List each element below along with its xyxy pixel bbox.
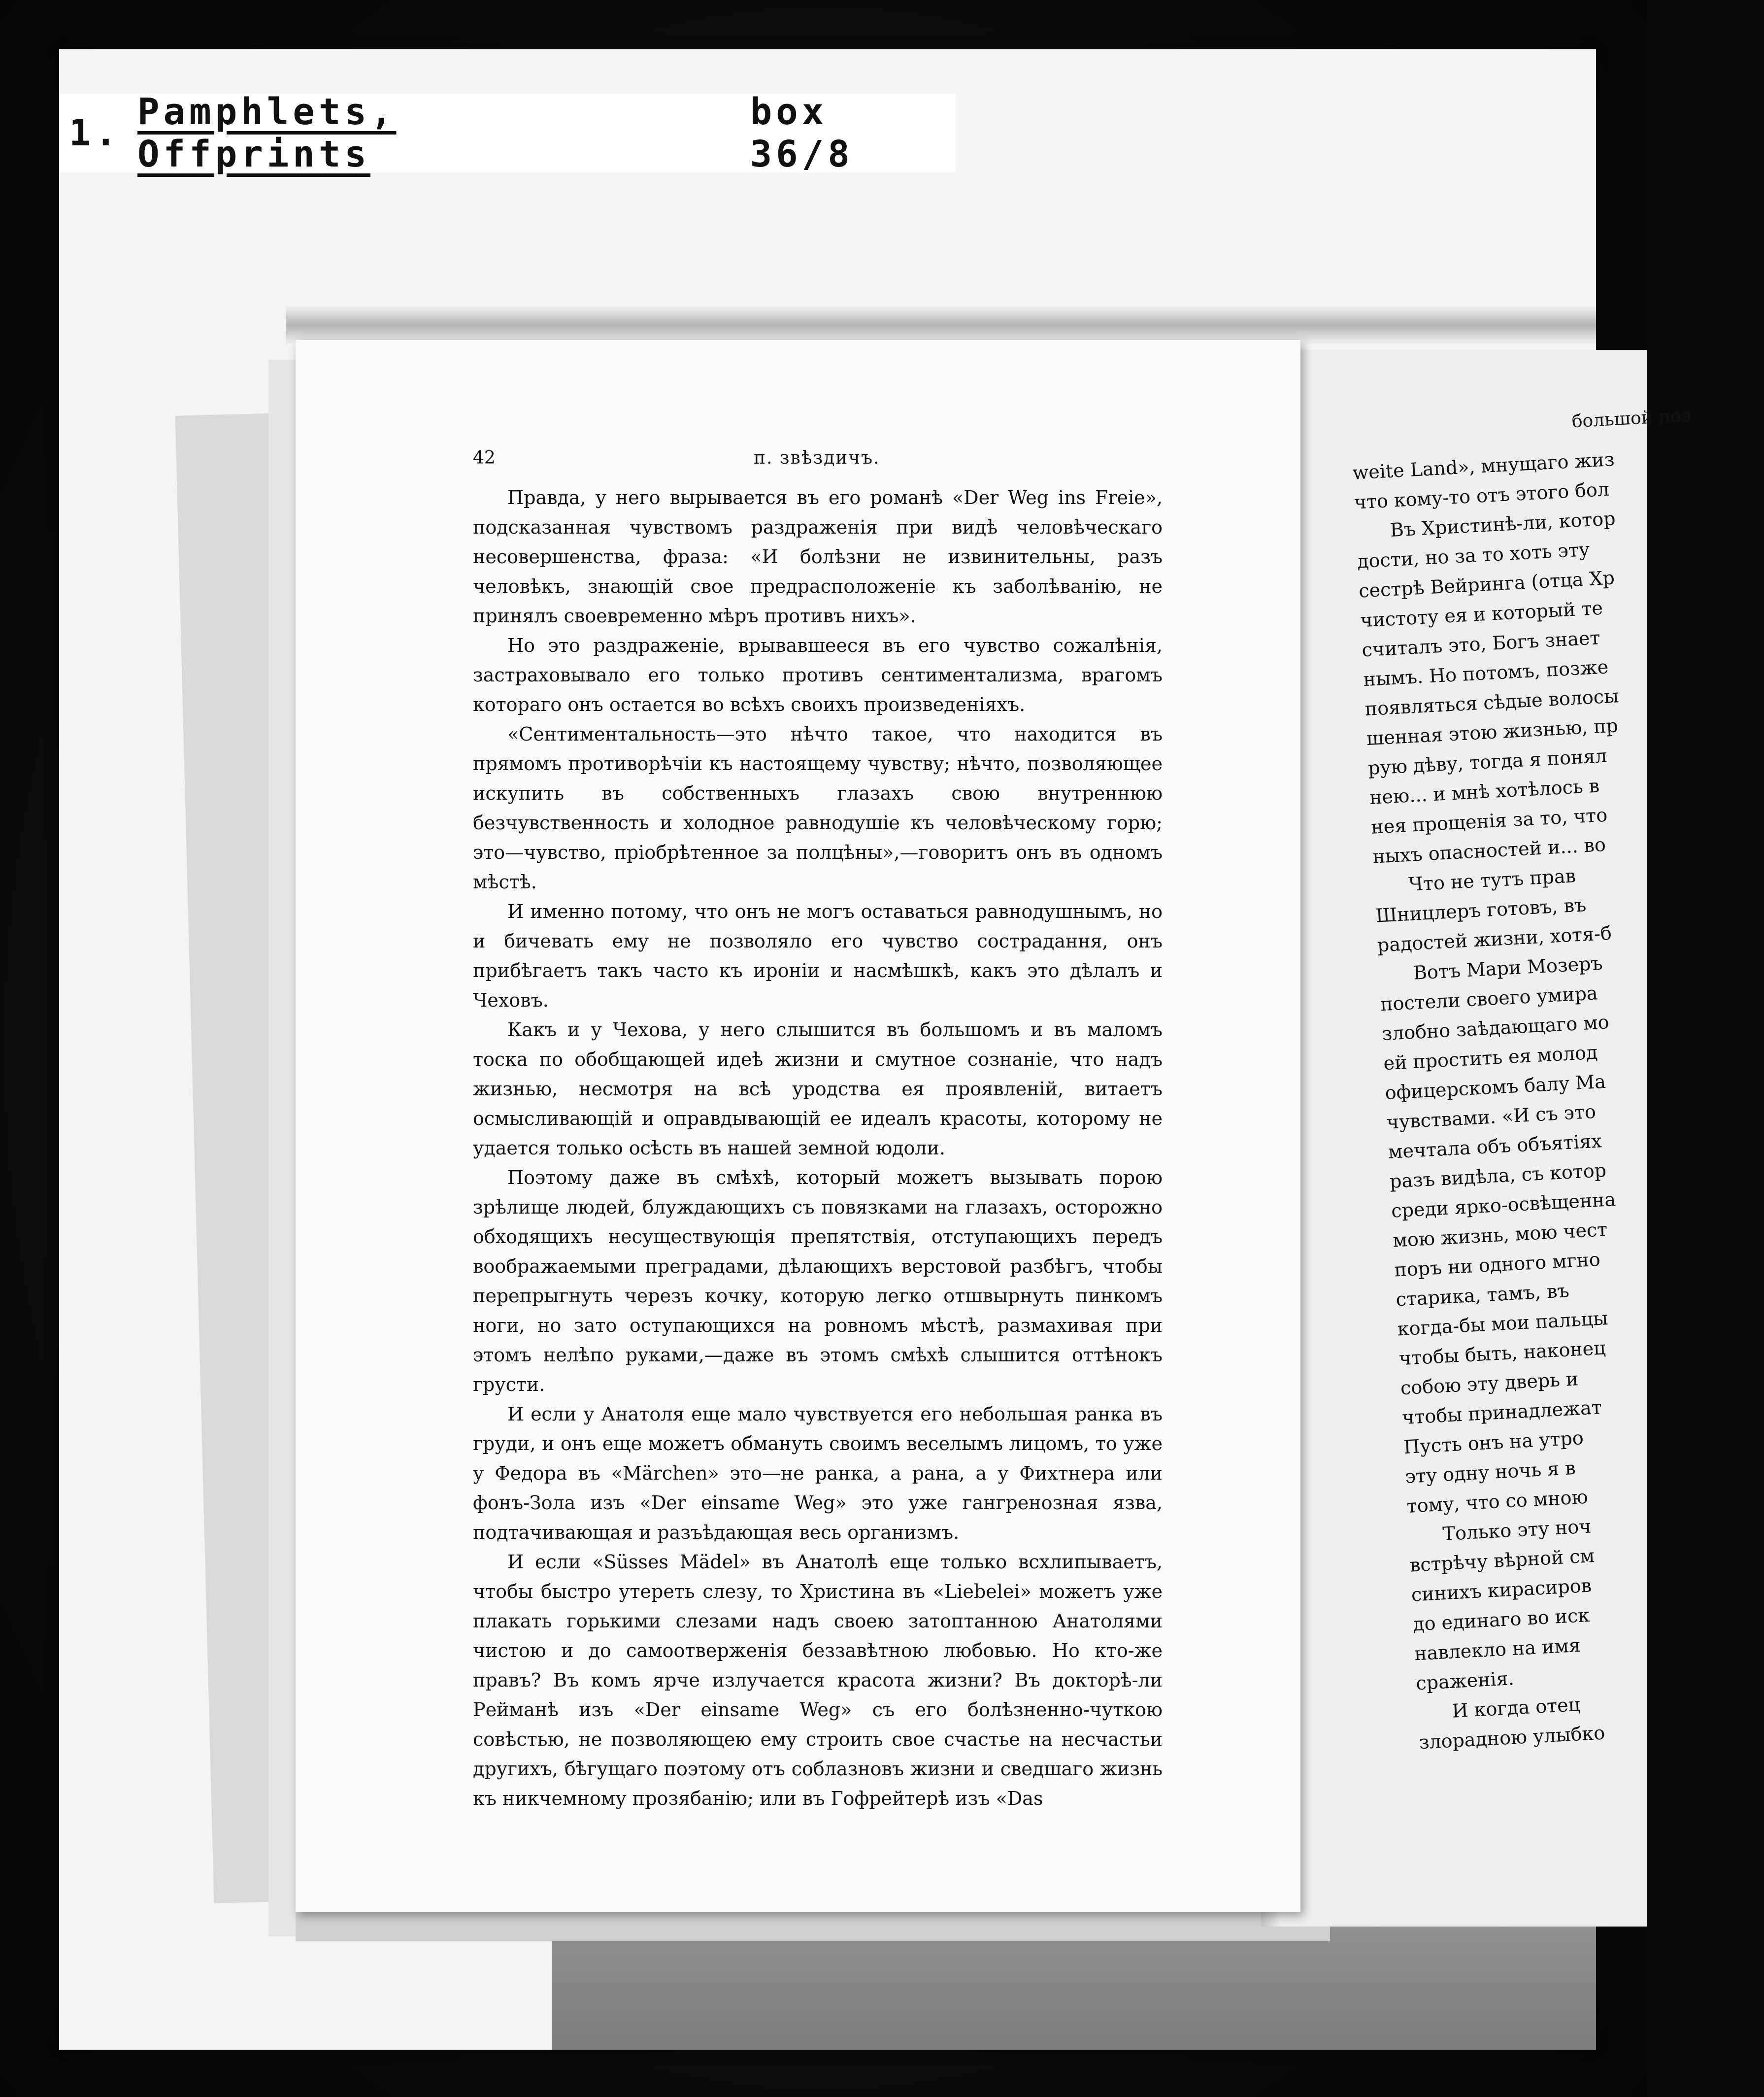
paragraph: «Сентиментальность—это нѣчто такое, что находится въ прямомъ противорѣчіи къ настоящему чувству; нѣчто, позволяющее искупить въ собственныхъ глазахъ свою внутреннюю безчувственность и холодное равнодушіе къ человѣческому горю; это—чувство, пріобрѣтенное за полцѣны»,—говоритъ онъ въ одномъ мѣстѣ. xyxy=(473,723,1163,893)
right-page-line: эту одну ночь я в xyxy=(1404,1456,1576,1488)
right-page-line: что кому-то отъ этого бол xyxy=(1353,478,1610,513)
paragraph: Но это раздраженіе, врывавшееся въ его чувство сожалѣнія, застраховывало его только противъ сентиментализма, врагомъ котораго онъ остается во всѣхъ своихъ произведеніяхъ. xyxy=(473,635,1163,715)
right-page-line: когда-бы мои пальцы xyxy=(1397,1307,1609,1340)
paragraph: Правда, у него вырывается въ его романѣ «Der Weg ins Freie», подсказанная чувствомъ раздраженія при видѣ человѣческаго несовершенства, фраза: «И болѣзни не извинительны, разъ человѣкъ, знающій свое предрасположеніе къ заболѣванію, не принялъ своевременно мѣръ противъ нихъ». xyxy=(473,487,1163,627)
right-page-line: старика, тамъ, въ xyxy=(1395,1280,1570,1311)
page-body xyxy=(473,443,1163,1813)
archive-label xyxy=(59,91,956,175)
right-page-line: И когда отец xyxy=(1451,1693,1581,1722)
right-page-line: ныхъ опасностей и... во xyxy=(1372,834,1606,868)
right-page-line: сестрѣ Вейринга (отца Хр xyxy=(1358,567,1615,602)
running-head xyxy=(473,443,1163,483)
right-facing-page xyxy=(1261,350,1692,1927)
right-page-line: мечтала объ объятіях xyxy=(1387,1130,1602,1163)
right-page-line: постели своего умира xyxy=(1380,982,1598,1015)
right-page-line: Шницлеръ готовъ, въ xyxy=(1375,894,1587,927)
right-page-line: считалъ это, Богъ знает xyxy=(1361,627,1601,661)
right-page-line: чистоту ея и который те xyxy=(1360,597,1603,632)
right-page-line: чтобы быть, наконец xyxy=(1398,1337,1606,1370)
right-page-line: нея прощенія за то, что xyxy=(1370,804,1608,838)
right-page-line: нымъ. Но потомъ, позже xyxy=(1363,656,1609,691)
right-page-line: разъ видѣла, съ котор xyxy=(1389,1159,1607,1192)
right-page-line: weite Land», мнущаго жиз xyxy=(1352,448,1615,484)
right-page-line: навлекло на имя xyxy=(1414,1634,1581,1665)
running-title: п. звѣздичъ. xyxy=(754,448,880,468)
right-page-line: появляться сѣдые волосы xyxy=(1364,685,1620,720)
right-page-line: нею... и мнѣ хотѣлось в xyxy=(1369,775,1600,809)
right-page-line: среди ярко-освѣщенна xyxy=(1391,1188,1617,1222)
right-page-text xyxy=(1350,401,1694,1754)
right-page-line: злорадною улыбко xyxy=(1418,1722,1606,1754)
paragraph: И именно потому, что онъ не могъ оставаться равнодушнымъ, но и бичевать ему не позволяло его чувство сострадання, онъ прибѣгаетъ такъ часто къ ироніи и насмѣшкѣ, какъ это дѣлалъ и Чеховъ. xyxy=(473,901,1163,1011)
right-page-line: поръ ни одного мгно xyxy=(1394,1248,1601,1281)
book-page xyxy=(296,340,1300,1912)
right-page-line: встрѣчу вѣрной см xyxy=(1409,1545,1596,1576)
right-page-line: рую дѣву, тогда я понял xyxy=(1367,744,1608,779)
right-page-line: Въ Христинѣ-ли, котор xyxy=(1389,507,1616,541)
page-shadow-band xyxy=(286,305,1596,345)
right-page-line: Только эту ноч xyxy=(1442,1515,1592,1545)
right-page-line: ей простить ея молод xyxy=(1383,1041,1598,1075)
label-index: 1. xyxy=(69,112,121,154)
paragraph: Поэтому даже въ смѣхѣ, который можетъ вызывать порою зрѣлище людей, блуждающихъ съ повязками на глазахъ, осторожно обходящихъ несуществующія препятствія, отступающихъ передъ воображаемыми преградами, дѣлающихъ верстовой разбѣгъ, чтобы перепрыгнуть черезъ кочку, которую легко отшвырнуть пинкомъ ноги, но зато оступающихся на ровномъ мѣстѣ, размахивая при этомъ нелѣпо руками,—даже въ этомъ смѣхѣ слышится оттѣнокъ грусти. xyxy=(473,1167,1163,1395)
right-page-lines xyxy=(1352,444,1682,1757)
right-page-line: Что не тутъ прав xyxy=(1408,865,1576,896)
right-page-line: чтобы принадлежат xyxy=(1401,1396,1602,1429)
right-page-line: шенная этою жизнью, пр xyxy=(1365,714,1619,750)
right-page-line: чувствами. «И съ это xyxy=(1386,1100,1597,1134)
right-page-line: офицерскомъ балу Ма xyxy=(1384,1070,1606,1104)
right-page-line: до единаго во иск xyxy=(1412,1604,1591,1635)
label-box-number: box 36/8 xyxy=(750,91,854,175)
paragraph: Какъ и у Чехова, у него слышится въ большомъ и въ маломъ тоска по обобщающей идеѣ жизни и смутное сознаніе, что надъ жизнью, несмотря на всѣ уродства ея проявленій, витаетъ осмысливающій и оправдывающій ее идеалъ красоты, которому не удается только осѣсть въ нашей земной юдоли. xyxy=(473,1019,1163,1159)
right-running-title: большой поэ xyxy=(1571,405,1692,432)
right-page-line: тому, что со мною xyxy=(1406,1486,1589,1517)
right-page-line: злобно заѣдающаго мо xyxy=(1381,1011,1610,1045)
paragraph: И если у Анатоля еще мало чувствуется его небольшая ранка въ груди, и онъ еще можетъ обмануть своимъ веселымъ лицомъ, то уже у Федора въ «Märchen» это—не ранка, а рана, а у Фихтнера или фонъ-Зола изъ «Der einsame Weg» это уже гангренозная язва, подтачивающая и разъѣдающая весь организмъ. xyxy=(473,1403,1163,1543)
page-number: 42 xyxy=(473,448,496,468)
paragraph: И если «Süsses Mädel» въ Анатолѣ еще только всхлипываетъ, чтобы быстро утереть слезу, то Христина въ «Liebelei» можетъ уже плакать горькими слезами надъ своею затоптанною Анатолями чистою и до самоотверженія беззавѣтною любовью. Но кто-же правъ? Въ комъ ярче излучается красота жизни? Въ докторѣ-ли Рейманѣ изъ «Der einsame Weg» съ его болѣзненно-чуткою совѣстью, не позволяющею ему строить свое счастье на несчастьи другихъ, бѣгущаго поэтому отъ соблазновъ жизни и сведшаго жизнь къ никчемному прозябанію; или въ Гофрейтерѣ изъ «Das xyxy=(473,1551,1163,1809)
right-page-line: радостей жизни, хотя-б xyxy=(1376,922,1612,956)
right-page-line: мою жизнь, мою чест xyxy=(1392,1218,1608,1251)
right-page-line: собою эту дверь и xyxy=(1399,1368,1579,1399)
right-page-line: дости, но за то хоть эту xyxy=(1357,538,1591,573)
right-page-line: Вотъ Мари Мозеръ xyxy=(1412,952,1603,984)
right-page-line: синихъ кирасиров xyxy=(1410,1574,1592,1606)
label-title: Pamphlets, Offprints xyxy=(137,91,397,175)
right-page-line: сраженія. xyxy=(1415,1667,1515,1694)
right-page-line: Пусть онъ на утро xyxy=(1403,1427,1584,1458)
